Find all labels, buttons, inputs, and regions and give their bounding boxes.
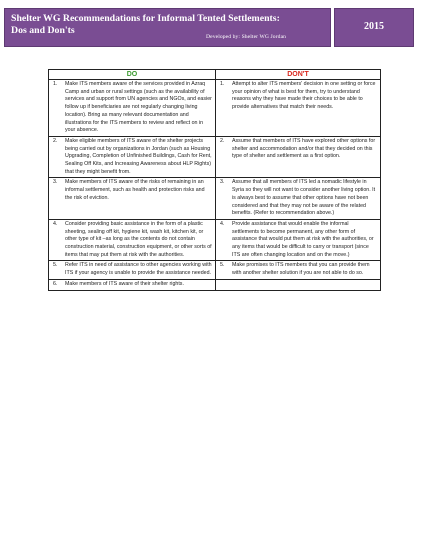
dont-column-header: DON'T [216,70,381,80]
table-header-row [49,70,381,80]
dont-text: Assume that members of ITS have explored other options for shelter and accommodation and/or that they decided on this type of shelter and settlement as a first option. [232,137,376,160]
do-number: 3. [53,179,58,186]
dont-number: 3. [220,179,225,186]
table-row [49,261,381,279]
dont-text: Attempt to alter ITS members' decision in one setting or force your opinion of what is best for them, try to understand reasons why they have made their choices to be able to provide alternatives that match their needs. [232,81,376,111]
dont-text: Assume that all members of ITS led a nomadic lifestyle in Syria so they will not want to consider another living option. It is always best to assume that other options have not been considered and that they may not be aware of the related benefits. (Refer to recommendation above.) [232,179,376,217]
dont-cell [216,80,381,137]
do-text: Refer ITS in need of assistance to other agencies working with ITS if your agency is unable to provide the assistance needed. [65,262,212,277]
do-cell [49,219,216,261]
document-subtitle: Developed by: Shelter WG Jordan [206,34,287,40]
dont-text: Make promises to ITS members that you can provide them with another shelter solution if you are not able to do so. [232,262,370,277]
dont-cell [216,136,381,178]
do-text: Consider providing basic assistance in the form of a plastic sheeting, sealing off kit, hygiene kit, wash kit, kitchen kit, or other type of kit –as long as the contents do not contain construction material, construction equipment, or other sorts of items that may put them at risk with the authorities. [65,220,212,258]
year-box [334,8,414,47]
do-text: Make members of ITS aware of their shelter rights. [65,280,184,287]
table-row [49,136,381,178]
table-row [49,178,381,220]
dont-number: 4. [220,220,225,227]
do-cell [49,136,216,178]
do-cell [49,80,216,137]
do-text: Make ITS members aware of the services provided in Azraq Camp and urban or rural settings (such as the availability of services and support from UN agencies and NGOs, and easier follow up if beneficiaries are not regularly changing living location). Bring as many relevant documentation and illustrations for the ITS members to review and reflect on in your absence. [65,81,212,134]
dont-cell [216,279,381,290]
dos-donts-table [48,69,381,291]
dont-cell [216,219,381,261]
do-column-header: DO [49,70,216,80]
do-number: 5. [53,262,58,269]
do-number: 1. [53,81,58,87]
table-row [49,80,381,137]
do-number: 6. [53,280,58,287]
dont-number: 1. [220,81,225,87]
do-cell [49,178,216,220]
title-box [4,8,331,47]
do-number: 4. [53,220,58,227]
document-title: Shelter WG Recommendations for Informal Tented Settlements: Dos and Don'ts [11,13,280,36]
do-cell [49,261,216,279]
dont-number: 5. [220,262,225,269]
dont-text: Provide assistance that would enable the informal settlements to become permanent, any other form of assistance that would put them at risk with the authorities, or any items that would be difficult to carry or transport (since ITS are often changing location and on the move.) [232,220,374,258]
table-row [49,219,381,261]
do-number: 2. [53,137,58,144]
dont-number: 2. [220,137,225,144]
do-text: Make eligible members of ITS aware of the shelter projects being carried out by organizations in Jordan (such as Housing Upgrading, Completion of Unfinished Buildings, Cash for Rent, Sealing Off Kits, and Increasing Awareness about HLP Rights) that they might benefit from. [65,137,212,175]
document-year: 2015 [364,21,384,32]
table-row [49,279,381,290]
do-cell [49,279,216,290]
dont-cell [216,178,381,220]
dont-cell [216,261,381,279]
header-banner [4,8,414,47]
do-text: Make members of ITS aware of the risks of remaining in an informal settlement, such as health and protection risks and the risk of eviction. [65,179,205,201]
